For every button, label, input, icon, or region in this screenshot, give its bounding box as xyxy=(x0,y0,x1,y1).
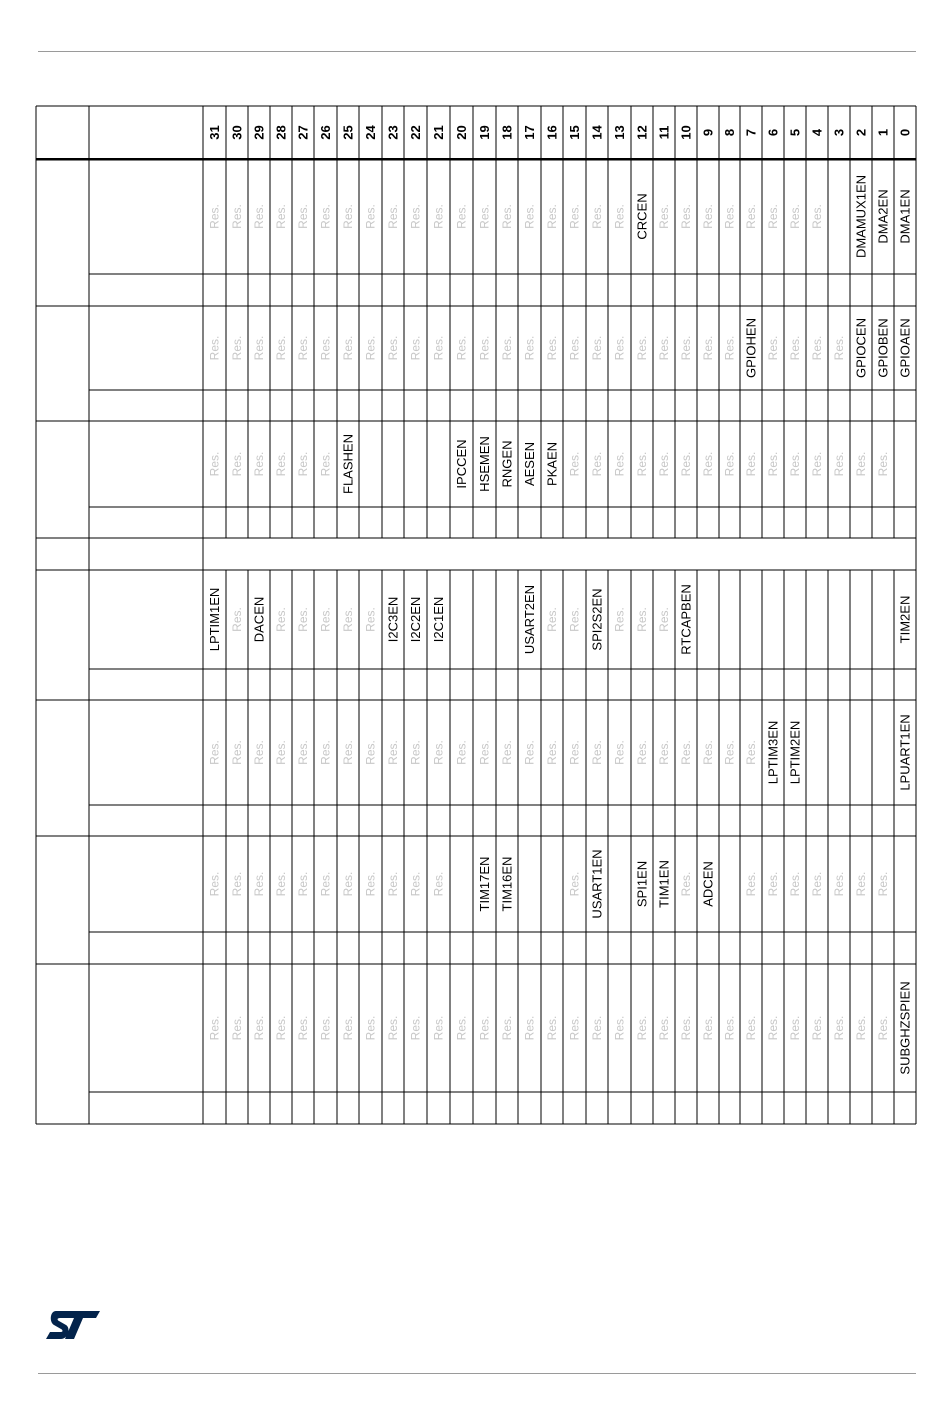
reserved-bit: Res. xyxy=(612,1015,627,1041)
reserved-bit: Res. xyxy=(612,204,627,229)
bit-number-17: 17 xyxy=(522,125,537,140)
field-lptim3en: LPTIM3EN xyxy=(765,720,781,785)
reserved-bit: Res. xyxy=(744,204,758,229)
field-ipccen: IPCCEN xyxy=(454,439,469,489)
reserved-bit: Res. xyxy=(207,740,222,765)
reserved-bit: Res. xyxy=(274,204,288,229)
reserved-bit: Res. xyxy=(363,1015,378,1041)
reserved-bit: Res. xyxy=(274,740,288,765)
reserved-bit: Res. xyxy=(854,871,868,897)
field-usart2en: USART2EN xyxy=(522,584,537,655)
reserved-bit: Res. xyxy=(386,335,400,361)
bit-number-4: 4 xyxy=(809,128,825,137)
reserved-bit: Res. xyxy=(722,1015,737,1041)
reserved-bit: Res. xyxy=(701,204,715,229)
reserved-bit: Res. xyxy=(341,871,355,897)
reserved-bit: Res. xyxy=(408,871,423,897)
reserved-bit: Res. xyxy=(296,335,310,361)
reserved-bit: Res. xyxy=(590,335,604,361)
field-subghzspien: SUBGHZSPIEN xyxy=(897,981,913,1075)
field-lptim1en: LPTIM1EN xyxy=(207,587,222,652)
reserved-bit: Res. xyxy=(274,335,288,361)
reserved-bit: Res. xyxy=(500,204,514,229)
bit-number-30: 30 xyxy=(229,125,245,140)
bit-number-22: 22 xyxy=(408,125,423,140)
reserved-bit: Res. xyxy=(477,335,492,361)
reserved-bit: Res. xyxy=(477,1015,492,1041)
reserved-bit: Res. xyxy=(657,204,671,229)
reserved-bit: Res. xyxy=(722,204,737,229)
field-aesen: AESEN xyxy=(522,441,537,487)
field-spi1en: SPI1EN xyxy=(634,860,650,908)
reserved-bit: Res. xyxy=(363,871,378,897)
field-dma2en: DMA2EN xyxy=(875,189,891,244)
reserved-bit: Res. xyxy=(274,1015,288,1041)
reserved-bit: Res. xyxy=(612,740,627,765)
reserved-bit: Res. xyxy=(431,204,446,229)
bit-number-2: 2 xyxy=(853,128,869,137)
reserved-bit: Res. xyxy=(500,740,514,765)
reserved-bit: Res. xyxy=(679,451,693,477)
field-i2c3en: I2C3EN xyxy=(385,596,401,643)
bit-number-19: 19 xyxy=(477,125,492,140)
reserved-bit: Res. xyxy=(296,1015,310,1041)
reserved-bit: Res. xyxy=(567,1015,582,1041)
bit-number-10: 10 xyxy=(678,125,694,140)
reserved-bit: Res. xyxy=(876,1015,890,1041)
reserved-bit: Res. xyxy=(363,335,378,361)
reserved-bit: Res. xyxy=(454,740,469,765)
field-adcen: ADCEN xyxy=(700,861,716,907)
reserved-bit: Res. xyxy=(766,871,780,897)
field-gpiohen: GPIOHEN xyxy=(743,318,759,378)
bit-number-13: 13 xyxy=(612,125,627,140)
reserved-bit: Res. xyxy=(832,335,846,361)
st-logo-icon xyxy=(44,1309,102,1341)
reserved-bit: Res. xyxy=(810,204,824,229)
reserved-bit: Res. xyxy=(810,335,824,361)
reserved-bit: Res. xyxy=(612,607,627,632)
reserved-bit: Res. xyxy=(252,1015,266,1041)
reserved-bit: Res. xyxy=(431,1015,446,1041)
reserved-bit: Res. xyxy=(341,204,355,229)
reserved-bit: Res. xyxy=(744,871,758,897)
field-crcen: CRCEN xyxy=(634,193,650,240)
reserved-bit: Res. xyxy=(341,740,355,765)
reserved-bit: Res. xyxy=(230,871,244,897)
reserved-bit: Res. xyxy=(477,740,492,765)
bit-number-11: 11 xyxy=(656,125,672,140)
reserved-bit: Res. xyxy=(318,335,333,361)
field-i2c1en: I2C1EN xyxy=(431,596,446,643)
reserved-bit: Res. xyxy=(386,204,400,229)
reserved-bit: Res. xyxy=(567,740,582,765)
reserved-bit: Res. xyxy=(230,607,244,632)
reserved-bit: Res. xyxy=(207,451,222,477)
reserved-bit: Res. xyxy=(876,871,890,897)
reserved-bit: Res. xyxy=(744,451,758,477)
reserved-bit: Res. xyxy=(766,204,780,229)
reserved-bit: Res. xyxy=(744,1015,758,1041)
bit-number-27: 27 xyxy=(295,125,311,140)
reserved-bit: Res. xyxy=(296,871,310,897)
reserved-bit: Res. xyxy=(207,335,222,361)
reserved-bit: Res. xyxy=(701,1015,715,1041)
reserved-bit: Res. xyxy=(363,204,378,229)
reserved-bit: Res. xyxy=(722,740,737,765)
reserved-bit: Res. xyxy=(318,607,333,632)
bit-number-0: 0 xyxy=(897,128,913,137)
field-tim17en: TIM17EN xyxy=(477,856,492,912)
reserved-bit: Res. xyxy=(567,451,582,477)
reserved-bit: Res. xyxy=(252,335,266,361)
reserved-bit: Res. xyxy=(318,871,333,897)
reserved-bit: Res. xyxy=(679,871,693,897)
reserved-bit: Res. xyxy=(567,871,582,897)
field-usart1en: USART1EN xyxy=(589,849,605,919)
reserved-bit: Res. xyxy=(722,451,737,477)
reserved-bit: Res. xyxy=(522,335,537,361)
reserved-bit: Res. xyxy=(545,1015,559,1041)
field-tim2en: TIM2EN xyxy=(897,595,913,644)
bit-number-21: 21 xyxy=(431,125,446,140)
reserved-bit: Res. xyxy=(522,1015,537,1041)
bit-number-26: 26 xyxy=(318,125,333,140)
bit-number-15: 15 xyxy=(567,125,582,140)
reserved-bit: Res. xyxy=(230,1015,244,1041)
reserved-bit: Res. xyxy=(590,1015,604,1041)
reserved-bit: Res. xyxy=(318,204,333,229)
reserved-bit: Res. xyxy=(854,1015,868,1041)
reserved-bit: Res. xyxy=(431,335,446,361)
reserved-bit: Res. xyxy=(567,607,582,632)
reserved-bit: Res. xyxy=(854,451,868,477)
reserved-bit: Res. xyxy=(788,335,802,361)
reserved-bit: Res. xyxy=(363,607,378,632)
reserved-bit: Res. xyxy=(408,740,423,765)
reserved-bit: Res. xyxy=(408,1015,423,1041)
reserved-bit: Res. xyxy=(252,871,266,897)
reserved-bit: Res. xyxy=(274,607,288,632)
reserved-bit: Res. xyxy=(341,335,355,361)
bit-number-1: 1 xyxy=(875,128,891,137)
field-lpuart1en: LPUART1EN xyxy=(897,714,913,791)
field-pkaen: PKAEN xyxy=(544,441,560,487)
reserved-bit: Res. xyxy=(657,740,671,765)
field-lptim2en: LPTIM2EN xyxy=(787,720,803,785)
reserved-bit: Res. xyxy=(296,451,310,477)
reserved-bit: Res. xyxy=(701,335,715,361)
reserved-bit: Res. xyxy=(612,335,627,361)
reserved-bit: Res. xyxy=(722,335,737,361)
reserved-bit: Res. xyxy=(612,451,627,477)
reserved-bit: Res. xyxy=(386,871,400,897)
reserved-bit: Res. xyxy=(657,335,671,361)
reserved-bit: Res. xyxy=(679,1015,693,1041)
reserved-bit: Res. xyxy=(679,740,693,765)
bit-number-16: 16 xyxy=(544,125,560,140)
reserved-bit: Res. xyxy=(454,1015,469,1041)
reserved-bit: Res. xyxy=(230,204,244,229)
field-dacen: DACEN xyxy=(251,596,267,643)
reserved-bit: Res. xyxy=(252,451,266,477)
bit-number-9: 9 xyxy=(700,128,716,137)
reserved-bit: Res. xyxy=(545,204,559,229)
reserved-bit: Res. xyxy=(635,1015,649,1041)
reserved-bit: Res. xyxy=(431,871,446,897)
field-i2c2en: I2C2EN xyxy=(408,596,423,643)
field-gpiocen: GPIOCEN xyxy=(853,318,869,378)
field-rtcapben: RTCAPBEN xyxy=(678,584,694,655)
reserved-bit: Res. xyxy=(832,871,846,897)
reserved-bit: Res. xyxy=(545,607,559,632)
field-rngen: RNGEN xyxy=(499,440,515,488)
footer-rule xyxy=(38,1373,916,1374)
bit-number-28: 28 xyxy=(273,125,289,140)
reserved-bit: Res. xyxy=(477,204,492,229)
reserved-bit: Res. xyxy=(207,1015,222,1041)
field-spi2s2en: SPI2S2EN xyxy=(589,588,605,651)
reserved-bit: Res. xyxy=(408,335,423,361)
reserved-bit: Res. xyxy=(810,871,824,897)
reserved-bit: Res. xyxy=(341,607,355,632)
reserved-bit: Res. xyxy=(590,740,604,765)
reserved-bit: Res. xyxy=(701,451,715,477)
reserved-bit: Res. xyxy=(500,335,514,361)
bit-number-8: 8 xyxy=(722,128,737,137)
field-gpioben: GPIOBEN xyxy=(875,318,891,378)
reserved-bit: Res. xyxy=(522,204,537,229)
reserved-bit: Res. xyxy=(766,335,780,361)
reserved-bit: Res. xyxy=(408,204,423,229)
reserved-bit: Res. xyxy=(788,451,802,477)
reserved-bit: Res. xyxy=(810,1015,824,1041)
reserved-bit: Res. xyxy=(207,204,222,229)
field-tim16en: TIM16EN xyxy=(499,856,515,912)
field-dma1en: DMA1EN xyxy=(897,189,913,244)
reserved-bit: Res. xyxy=(296,740,310,765)
reserved-bit: Res. xyxy=(500,1015,514,1041)
reserved-bit: Res. xyxy=(657,1015,671,1041)
reserved-bit: Res. xyxy=(657,607,671,632)
field-gpioaen: GPIOAEN xyxy=(897,318,913,378)
reserved-bit: Res. xyxy=(230,335,244,361)
reserved-bit: Res. xyxy=(545,335,559,361)
bit-number-24: 24 xyxy=(363,125,378,140)
reserved-bit: Res. xyxy=(386,740,400,765)
reserved-bit: Res. xyxy=(832,1015,846,1041)
field-tim1en: TIM1EN xyxy=(656,860,672,908)
reserved-bit: Res. xyxy=(590,204,604,229)
reserved-bit: Res. xyxy=(252,204,266,229)
reserved-bit: Res. xyxy=(230,740,244,765)
reserved-bit: Res. xyxy=(274,451,288,477)
bit-number-31: 31 xyxy=(207,125,222,140)
reserved-bit: Res. xyxy=(788,871,802,897)
reserved-bit: Res. xyxy=(788,204,802,229)
reserved-bit: Res. xyxy=(766,451,780,477)
reserved-bit: Res. xyxy=(296,204,310,229)
field-dmamux1en: DMAMUX1EN xyxy=(853,174,869,259)
reserved-bit: Res. xyxy=(274,871,288,897)
bit-number-25: 25 xyxy=(340,125,356,140)
reserved-bit: Res. xyxy=(230,451,244,477)
reserved-bit: Res. xyxy=(701,740,715,765)
reserved-bit: Res. xyxy=(252,740,266,765)
bit-number-5: 5 xyxy=(787,128,803,137)
reserved-bit: Res. xyxy=(318,1015,333,1041)
reserved-bit: Res. xyxy=(788,1015,802,1041)
bit-number-3: 3 xyxy=(831,128,847,137)
reserved-bit: Res. xyxy=(318,451,333,477)
reserved-bit: Res. xyxy=(545,740,559,765)
reserved-bit: Res. xyxy=(876,451,890,477)
reserved-bit: Res. xyxy=(832,451,846,477)
reserved-bit: Res. xyxy=(386,1015,400,1041)
reserved-bit: Res. xyxy=(454,335,469,361)
reserved-bit: Res. xyxy=(363,740,378,765)
reserved-bit: Res. xyxy=(810,451,824,477)
reserved-bit: Res. xyxy=(567,204,582,229)
reserved-bit: Res. xyxy=(635,740,649,765)
reserved-bit: Res. xyxy=(635,451,649,477)
reserved-bit: Res. xyxy=(522,740,537,765)
reserved-bit: Res. xyxy=(590,451,604,477)
reserved-bit: Res. xyxy=(318,740,333,765)
table-grid xyxy=(36,106,916,1124)
reserved-bit: Res. xyxy=(635,335,649,361)
bit-number-12: 12 xyxy=(634,125,650,140)
reserved-bit: Res. xyxy=(766,1015,780,1041)
bit-number-20: 20 xyxy=(454,125,469,140)
reserved-bit: Res. xyxy=(296,607,310,632)
bit-number-29: 29 xyxy=(251,125,267,140)
reserved-bit: Res. xyxy=(679,204,693,229)
reserved-bit: Res. xyxy=(657,451,671,477)
reserved-bit: Res. xyxy=(431,740,446,765)
reserved-bit: Res. xyxy=(679,335,693,361)
bit-number-6: 6 xyxy=(765,128,781,137)
bit-number-18: 18 xyxy=(499,125,515,140)
field-hsemen: HSEMEN xyxy=(477,436,492,492)
field-flashen: FLASHEN xyxy=(340,434,356,494)
bit-number-7: 7 xyxy=(743,128,759,137)
reserved-bit: Res. xyxy=(567,335,582,361)
reserved-bit: Res. xyxy=(207,871,222,897)
reserved-bit: Res. xyxy=(341,1015,355,1041)
reserved-bit: Res. xyxy=(635,607,649,632)
reserved-bit: Res. xyxy=(454,204,469,229)
bit-number-23: 23 xyxy=(385,125,401,140)
reserved-bit: Res. xyxy=(744,740,758,765)
bit-number-14: 14 xyxy=(589,125,605,140)
